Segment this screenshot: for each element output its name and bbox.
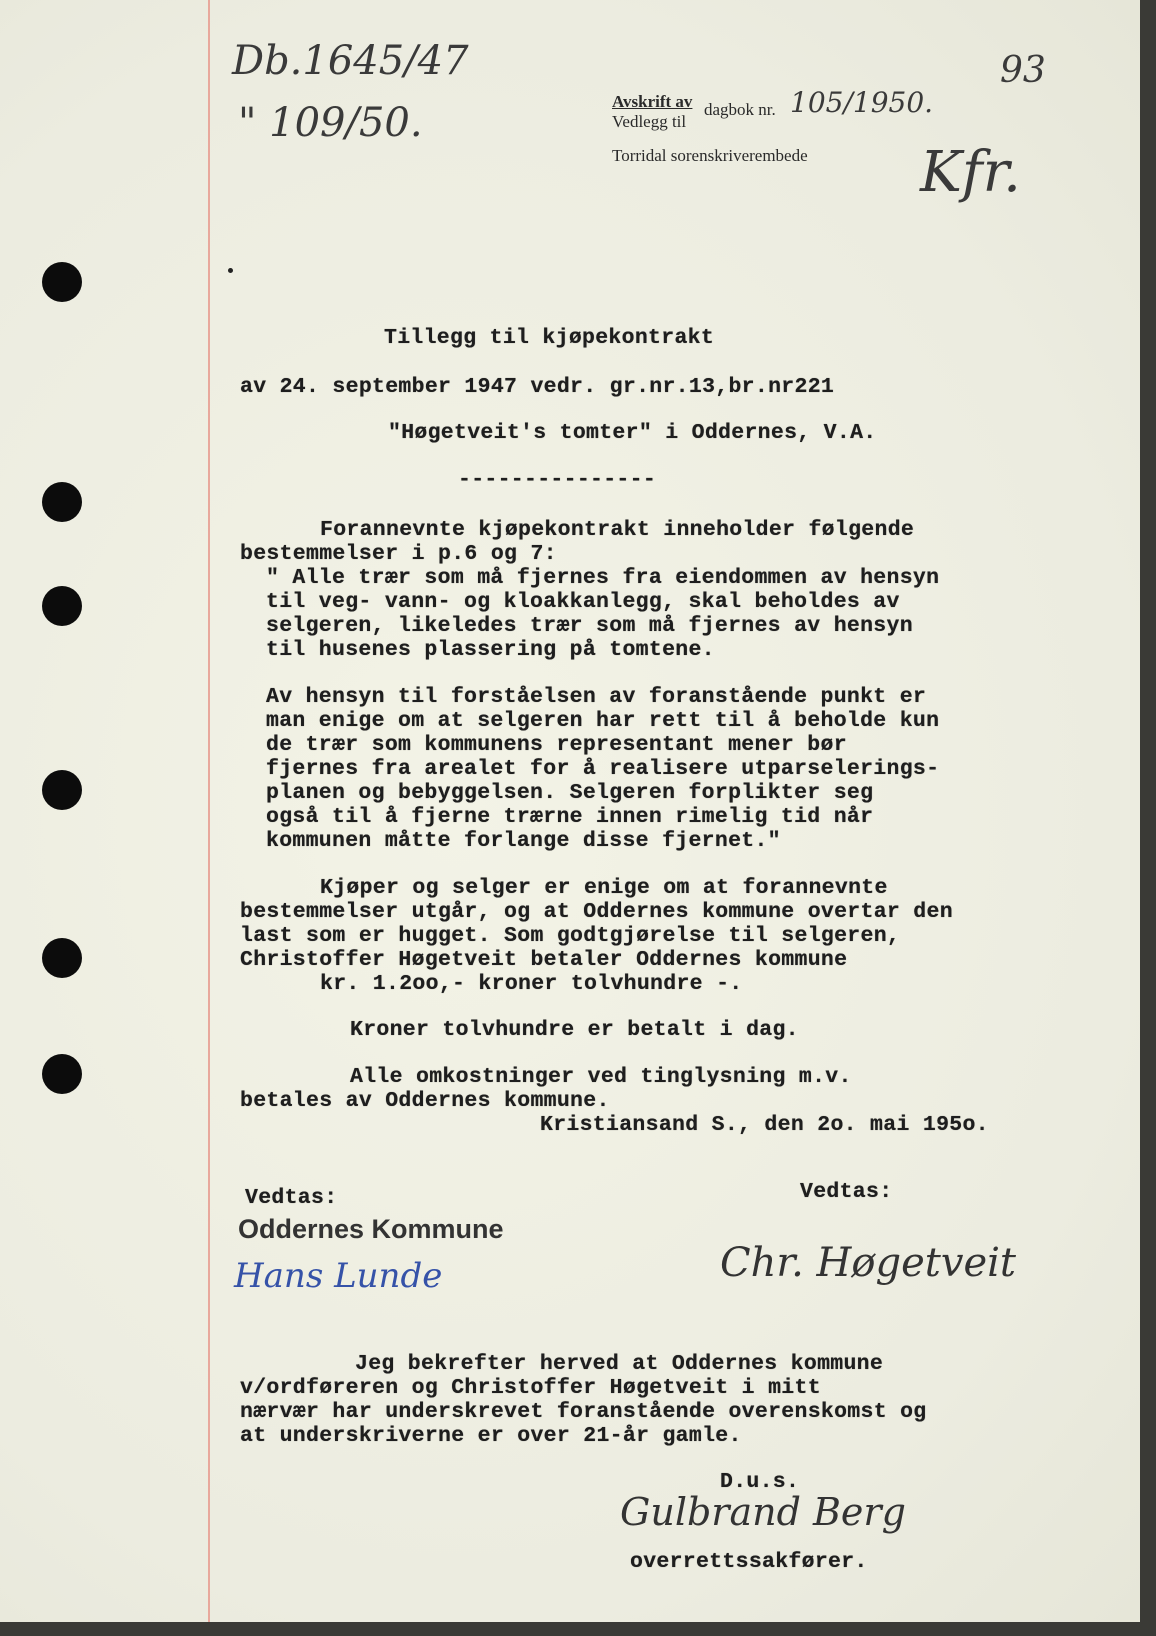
para3-line: Christoffer Høgetveit betaler Oddernes kommune	[240, 948, 848, 972]
para3-line: Kjøper og selger er enige om at forannevnte	[320, 876, 888, 900]
confirmation-line: nærvær har underskrevet foranstående overenskomst og	[240, 1400, 927, 1424]
case-ref-1: Db.1645/47	[232, 38, 469, 84]
para2-line: kommunen måtte forlange disse fjernet."	[266, 829, 781, 853]
stamp-dagbok-label: dagbok nr.	[704, 100, 776, 119]
para2-line: fjernes fra arealet for å realisere utparselerings-	[266, 757, 940, 781]
place-date: Kristiansand S., den 2o. mai 195o.	[540, 1113, 989, 1137]
page-number: 93	[1000, 50, 1046, 91]
punch-hole	[42, 586, 82, 626]
kfr-mark: Kfr.	[920, 140, 1021, 205]
para3-line: bestemmelser utgår, og at Oddernes kommune overtar den	[240, 900, 953, 924]
dagbok-number: 105/1950.	[790, 86, 934, 119]
dus: D.u.s.	[720, 1470, 800, 1494]
confirmation-line: v/ordføreren og Christoffer Høgetveit i mitt	[240, 1376, 821, 1400]
para2-line: de trær som kommunens representant mener bør	[266, 733, 847, 757]
signature-lawyer: Gulbrand Berg	[620, 1490, 906, 1534]
para2-line: man enige om at selgeren har rett til å beholde kun	[266, 709, 940, 733]
document-subtitle: av 24. september 1947 vedr. gr.nr.13,br.nr221	[240, 375, 835, 399]
signature-left: Hans Lunde	[234, 1256, 443, 1296]
para5-line: Alle omkostninger ved tinglysning m.v.	[350, 1065, 852, 1089]
para2-line: planen og bebyggelsen. Selgeren forplikter seg	[266, 781, 874, 805]
vedtas-left: Vedtas:	[245, 1186, 338, 1210]
punch-hole	[42, 938, 82, 978]
payment-note: Kroner tolvhundre er betalt i dag.	[350, 1018, 799, 1042]
para2-line: også til å fjerne trærne innen rimelig tid når	[266, 805, 874, 829]
punch-hole	[42, 482, 82, 522]
para3-line: last som er hugget. Som godtgjørelse til selgeren,	[240, 924, 901, 948]
punch-hole	[42, 770, 82, 810]
punch-hole	[42, 262, 82, 302]
stamp-avskrift: Avskrift av	[612, 92, 693, 111]
confirmation-line: at underskriverne er over 21-år gamle.	[240, 1424, 742, 1448]
para2-line: Av hensyn til forståelsen av foranstående punkt er	[266, 685, 927, 709]
stamp-office: Torridal sorenskriverembede	[612, 146, 808, 165]
document-title: Tillegg til kjøpekontrakt	[384, 326, 715, 350]
stamp-vedlegg: Vedlegg til	[612, 112, 687, 131]
separator: ---------------	[458, 468, 657, 492]
para1-line: til veg- vann- og kloakkanlegg, skal beholdes av	[266, 590, 900, 614]
municipality-stamp: Oddernes Kommune	[238, 1214, 504, 1244]
signature-right: Chr. Høgetveit	[720, 1240, 1016, 1286]
punch-hole	[42, 1054, 82, 1094]
vedtas-right: Vedtas:	[800, 1180, 893, 1204]
para1-line: selgeren, likeledes trær som må fjernes av hensyn	[266, 614, 913, 638]
lawyer-title: overrettssakfører.	[630, 1550, 868, 1574]
para1-line: Forannevnte kjøpekontrakt inneholder følgende	[320, 518, 915, 542]
para1-line: bestemmelser i p.6 og 7:	[240, 542, 557, 566]
case-ref-2: " 109/50.	[238, 100, 423, 146]
para1-line: til husenes plassering på tomtene.	[266, 638, 715, 662]
para1-line: " Alle trær som må fjernes fra eiendommen av hensyn	[266, 566, 940, 590]
dot-mark	[228, 268, 233, 273]
margin-line	[208, 0, 210, 1622]
para5-line: betales av Oddernes kommune.	[240, 1089, 610, 1113]
confirmation-line: Jeg bekrefter herved at Oddernes kommune	[355, 1352, 884, 1376]
property-name: "Høgetveit's tomter" i Oddernes, V.A.	[388, 421, 877, 445]
para3-line: kr. 1.2oo,- kroner tolvhundre -.	[320, 972, 743, 996]
